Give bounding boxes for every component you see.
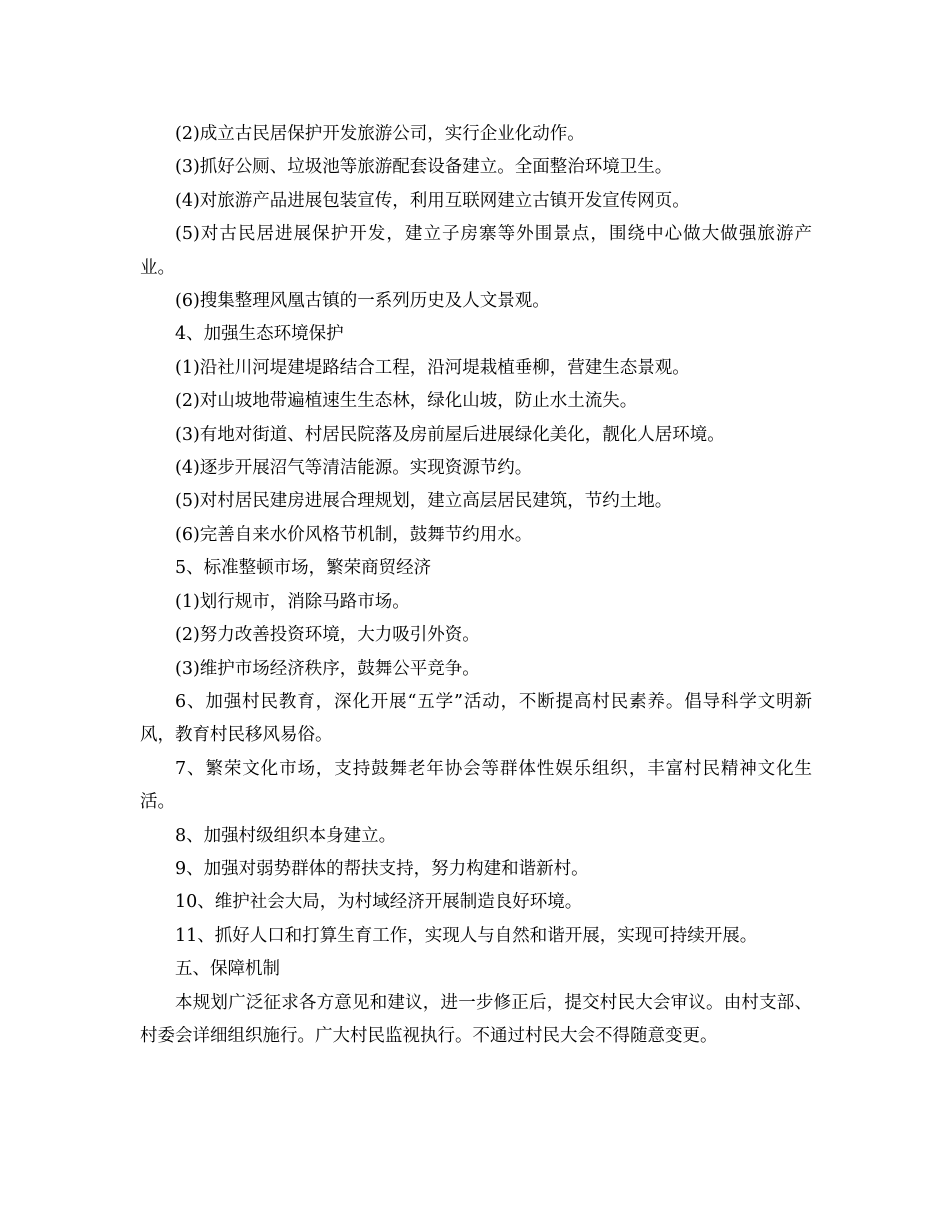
paragraph-10: (4)逐步开展沼气等清洁能源。实现资源节约。 bbox=[175, 458, 533, 479]
paragraph-17: 6、加强村民教育，深化开展“五学”活动，不断提高村民素养。倡导科学文明新风，教育村民移风易俗。 bbox=[140, 691, 812, 746]
section-heading-guarantee: 五、保障机制 bbox=[175, 959, 280, 980]
section-heading-5: 5、标准整顿市场，繁荣商贸经济 bbox=[175, 558, 432, 579]
paragraph-4: (5)对古民居进展保护开发，建立子房寨等外围景点，围绕中心做大做强旅游产业。 bbox=[140, 224, 812, 278]
paragraph-9: (3)有地对街道、村居民院落及房前屋后进展绿化美化，靓化人居环境。 bbox=[175, 424, 725, 445]
paragraph-8: (2)对山坡地带遍植速生生态林，绿化山坡，防止水土流失。 bbox=[175, 391, 638, 412]
paragraph-14: (1)划行规市，消除马路市场。 bbox=[175, 591, 410, 612]
paragraph-15: (2)努力改善投资环境，大力吸引外资。 bbox=[175, 625, 480, 646]
document-body bbox=[140, 118, 812, 1053]
paragraph-16: (3)维护市场经济秩序，鼓舞公平竞争。 bbox=[175, 658, 480, 679]
paragraph-22: 11、抓好人口和打算生育工作，实现人与自然和谐开展，实现可持续开展。 bbox=[175, 925, 758, 946]
paragraph-12: (6)完善自来水价风格节机制，鼓舞节约用水。 bbox=[175, 524, 533, 545]
paragraph-19: 8、加强村级组织本身建立。 bbox=[175, 825, 397, 846]
paragraph-5: (6)搜集整理风凰古镇的一系列历史及人文景观。 bbox=[175, 291, 550, 312]
paragraph-1: (2)成立古民居保护开发旅游公司，实行企业化动作。 bbox=[175, 124, 585, 144]
paragraph-11: (5)对村居民建房进展合理规划，建立高层居民建筑，节约土地。 bbox=[175, 491, 673, 512]
paragraph-21: 10、维护社会大局，为村域经济开展制造良好环境。 bbox=[175, 892, 583, 913]
paragraph-3: (4)对旅游产品进展包装宣传，利用互联网建立古镇开发宣传网页。 bbox=[175, 190, 690, 211]
paragraph-18: 7、繁荣文化市场，支持鼓舞老年协会等群体性娱乐组织，丰富村民精神文化生活。 bbox=[140, 758, 812, 813]
paragraph-2: (3)抓好公厕、垃圾池等旅游配套设备建立。全面整治环境卫生。 bbox=[175, 157, 673, 178]
paragraph-24: 本规划广泛征求各方意见和建议，进一步修正后，提交村民大会审议。由村支部、村委会详细组织施行。广大村民监视执行。不通过村民大会不得随意变更。 bbox=[140, 992, 812, 1046]
paragraph-7: (1)沿社川河堤建堤路结合工程，沿河堤栽植垂柳，营建生态景观。 bbox=[175, 357, 690, 378]
paragraph-20: 9、加强对弱势群体的帮扶支持，努力构建和谐新村。 bbox=[175, 858, 589, 879]
section-heading-4: 4、加强生态环境保护 bbox=[175, 324, 344, 345]
